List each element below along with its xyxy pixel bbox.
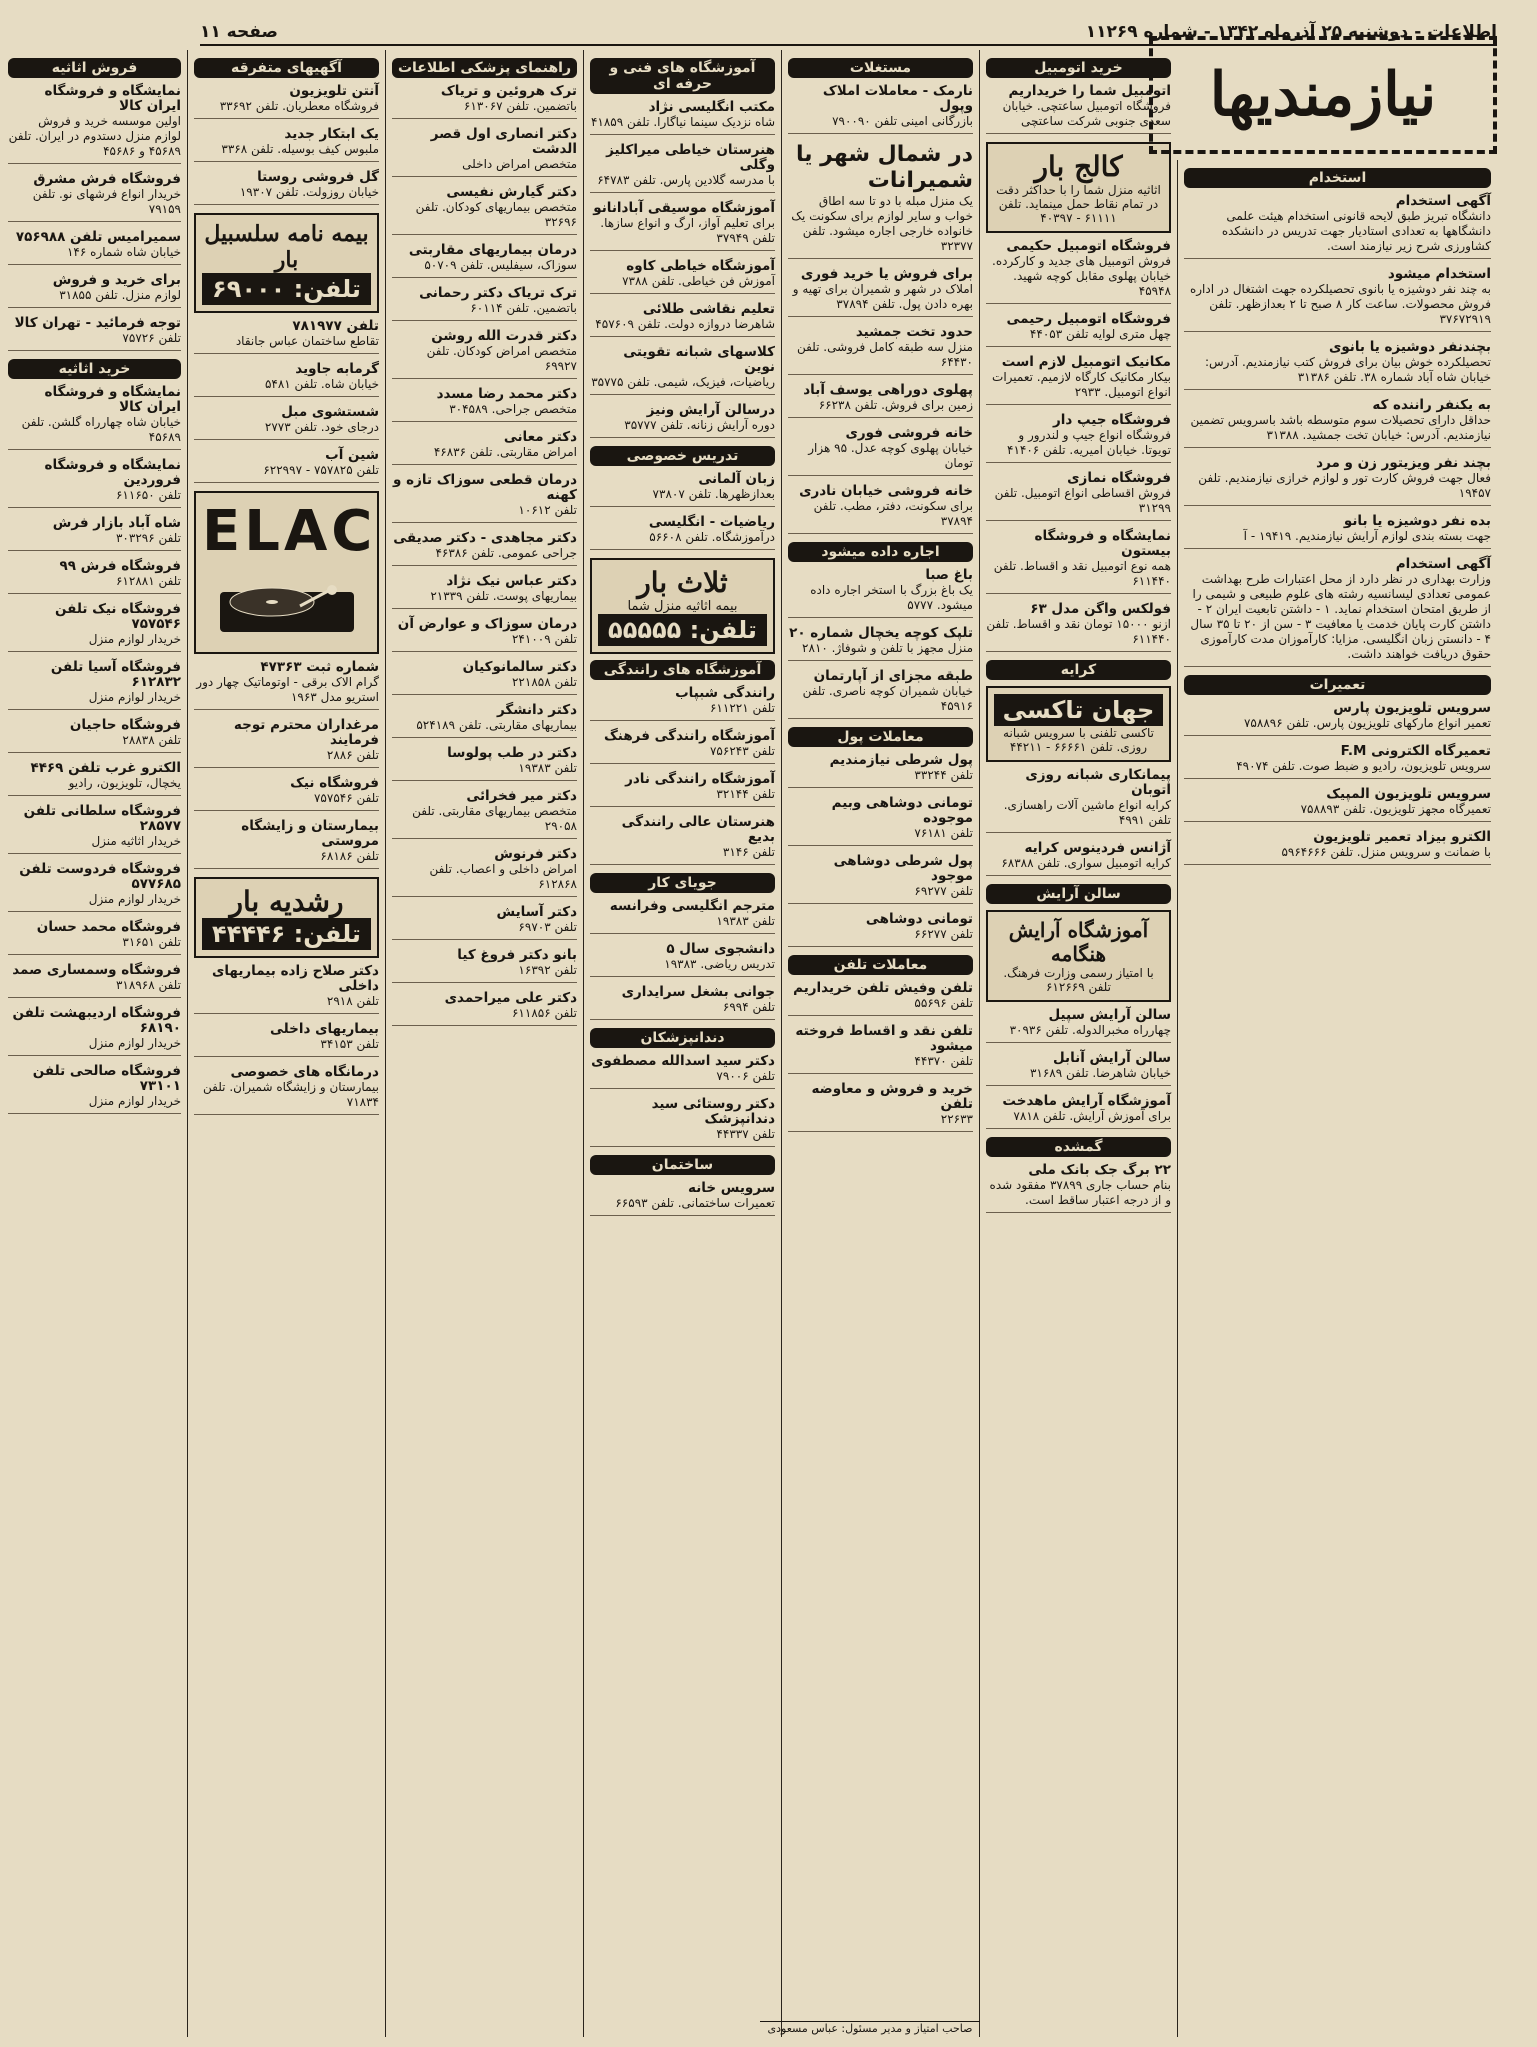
issue-info: اطلاعات - دوشنبه ۲۵ آذرماه ۱۳۴۲ - شماره ۱۱۲۶۹ [1085, 22, 1497, 42]
ad-item: دکتر آسایش تلفن ۶۹۷۰۳ [392, 905, 577, 940]
ad-item: رانندگی شبپاب تلفن ۶۱۱۲۲۱ [590, 686, 775, 721]
section-band: معاملات پول [788, 727, 973, 747]
ad-item: نمایشگاه و فروشگاه ایران کالا خیابان شاه چهارراه گلشن. تلفن ۴۵۶۸۹ [8, 385, 181, 450]
ad-item: سرویس خانه تعمیرات ساختمانی. تلفن ۶۶۵۹۳ [590, 1181, 775, 1216]
ad-item: مکتب انگلیسی نژاد شاه نزدیک سینما نیاگارا. تلفن ۴۱۸۵۹ [590, 100, 775, 135]
section-band: سالن آرایش [986, 884, 1171, 904]
column-4 [583, 50, 781, 2037]
ad-item: پهلوی دوراهی یوسف آباد زمین برای فروش. تلفن ۶۶۲۳۸ [788, 383, 973, 418]
section-band: ساختمان [590, 1155, 775, 1175]
ad-item: پیمانکاری شبانه روزی اتوبان کرایه انواع ماشین آلات راهسازی. تلفن ۴۹۹۱ [986, 768, 1171, 833]
section-band: معاملات تلفن [788, 955, 973, 975]
ad-item: بیماریهای داخلی تلفن ۳۴۱۵۳ [194, 1022, 379, 1057]
ad-item: فروشگاه سلطانی تلفن ۲۸۵۷۷ خریدار اثاثیه منزل [8, 804, 181, 854]
ad-item: دکتر سالمانوکیان تلفن ۲۲۱۸۵۸ [392, 660, 577, 695]
ad-item: آژانس فردینوس کرایه کرایه اتومبیل سواری. تلفن ۶۸۳۸۸ [986, 841, 1171, 876]
ad-item: اتومبیل شما را خریداریم فروشگاه اتومبیل ساعتچی. خیابان سعدی جنوبی شرکت ساعتچی [986, 84, 1171, 134]
ad-item: آگهی استخدام وزارت بهداری در نظر دارد از محل اعتبارات طرح بهداشت عمومی تعدادی لیسانسیه رشته های علوم طبیعی و شیمی را از طریق امتحان استخدام نماید. ۱ - داشتن تابعیت ایران ۲ - داشتن کارت پایان خدمت یا معافیت ۳ - سن از ۲۰ تا ۳۵ سال ۴ - دانستن زبان انگلیسی. مزایا: کارآموزان مدت کارآموزی حقوق دریافت خواهند داشت. [1184, 557, 1491, 667]
columns-grid [8, 50, 1497, 2037]
column-5 [385, 50, 583, 2037]
ad-item: دکتر روستائی سید دندانپزشک تلفن ۴۴۳۳۷ [590, 1097, 775, 1147]
ad-item: آموزشگاه رانندگی نادر تلفن ۳۲۱۴۴ [590, 772, 775, 807]
ad-item: خانه فروشی خیابان نادری برای سکونت، دفتر، مطب. تلفن ۳۷۸۹۴ [788, 484, 973, 534]
ad-item: گرمابه جاوید خیابان شاه. تلفن ۵۴۸۱ [194, 362, 379, 397]
ad-item: فروشگاه جیپ دار فروشگاه انواع جیپ و لندرور و تویوتا. خیابان امیریه. تلفن ۴۱۴۰۶ [986, 413, 1171, 463]
ad-item: دانشجوی سال ۵ تدریس ریاضی. ۱۹۳۸۳ [590, 942, 775, 977]
ad-item: پول شرطی دوشاهی موجود تلفن ۶۹۲۷۷ [788, 854, 973, 904]
ad-item: دکتر دانشگر بیماریهای مقاربتی. تلفن ۵۲۴۱۸۹ [392, 703, 577, 738]
ad-item: آموزشگاه آرایش ماهدخت برای آموزش آرایش. تلفن ۷۸۱۸ [986, 1094, 1171, 1129]
ad-item: به یکنفر راننده که حداقل دارای تحصیلات سوم متوسطه باشد باسرویس تضمین نیازمندیم. آدرس: خیابان تخت جمشید. ۳۱۳۸۸ [1184, 398, 1491, 448]
section-band: جویای کار [590, 873, 775, 893]
ad-item: دکتر در طب پولوسا تلفن ۱۹۳۸۳ [392, 746, 577, 781]
section-band: راهنمای پزشکی اطلاعات [392, 58, 577, 78]
ad-item: آنتن تلویزیون فروشگاه معطریان. تلفن ۳۳۶۹۲ [194, 84, 379, 119]
ad-item: جوانی بشغل سرایداری تلفن ۶۹۹۴ [590, 985, 775, 1020]
ad-item: فولکس واگن مدل ۶۳ ازنو ۱۵۰۰۰ تومان نقد و اقساط. تلفن ۶۱۱۴۴۰ [986, 602, 1171, 652]
box-ad-salas-bar: ثلاث بار بیمه اثاثیه منزل شما تلفن: ۵۵۵۵۵ [590, 558, 775, 654]
section-band: خرید اتومبیل [986, 58, 1171, 78]
ad-item: درمان سوزاک و عوارض آن تلفن ۲۴۱۰۰۹ [392, 617, 577, 652]
column-7 [2, 50, 187, 2037]
column-1 [1177, 160, 1497, 2037]
ad-item: فروشگاه آسیا تلفن ۶۱۲۸۳۲ خریدار لوازم منزل [8, 660, 181, 710]
ad-item: یک ابتکار جدید ملبوس کیف بوسیله. تلفن ۳۳۶۸ [194, 127, 379, 162]
ad-item: درمان قطعی سوزاک تازه و کهنه تلفن ۱۰۶۱۲ [392, 473, 577, 523]
colophon: صاحب امتیاز و مدیر مسئول: عباس مسعودی [760, 2021, 980, 2035]
ad-item: فروشگاه فردوست تلفن ۵۷۷۶۸۵ خریدار لوازم منزل [8, 862, 181, 912]
ad-item: الکترو بیزاد تعمیر تلویزیون با ضمانت و سرویس منزل. تلفن ۵۹۶۴۶۶۶ [1184, 830, 1491, 865]
ad-item: تلفن نقد و اقساط فروخته میشود تلفن ۴۴۳۷۰ [788, 1024, 973, 1074]
section-band: آموزشگاه های رانندگی [590, 660, 775, 680]
ad-item: دکتر عباس نیک نژاد بیماریهای پوست. تلفن ۲۱۳۳۹ [392, 574, 577, 609]
ad-item: دکتر صلاح زاده بیماریهای داخلی تلفن ۲۹۱۸ [194, 964, 379, 1014]
ad-item: دکتر گیارش نفیسی متخصص بیماریهای کودکان. تلفن ۳۲۶۹۶ [392, 185, 577, 235]
page-number: صفحه ۱۱ [200, 22, 278, 42]
ad-item: نمایشگاه و فروشگاه فروردین تلفن ۶۱۱۶۵۰ [8, 458, 181, 508]
ad-item: زبان آلمانی بعدازظهرها. تلفن ۷۳۸۰۷ [590, 472, 775, 507]
box-ad-salon: آموزشگاه آرایش هنگامه با امتیاز رسمی وزارت فرهنگ. تلفن ۶۱۲۶۶۹ [986, 910, 1171, 1002]
ad-item: برای فروش یا خرید فوری املاک در شهر و شمیران برای تهیه و بهره دادن پول. تلفن ۳۷۸۹۴ [788, 267, 973, 317]
ad-item: مکانیک اتومبیل لازم است بیکار مکانیک کارگاه لازمیم. تعمیرات انواع اتومبیل. ۲۹۳۳ [986, 355, 1171, 405]
ad-item: ریاضیات - انگلیسی درآموزشگاه. تلفن ۵۶۶۰۸ [590, 515, 775, 550]
ad-item: هنرستان عالی رانندگی بدیع تلفن ۳۱۴۶ [590, 815, 775, 865]
section-band: مستغلات [788, 58, 973, 78]
ad-item: دکتر مجاهدی - دکتر صدیقی جراحی عمومی. تلفن ۴۶۳۸۶ [392, 531, 577, 566]
ad-item: فروشگاه وسمساری صمد تلفن ۳۱۸۹۶۸ [8, 963, 181, 998]
section-band: دندانپزشکان [590, 1028, 775, 1048]
elac-logo: ELAC [202, 499, 377, 564]
section-band: اجاره داده میشود [788, 542, 973, 562]
ad-item: تلفن ۷۸۱۹۷۷ تقاطع ساختمان عباس جانقاد [194, 319, 379, 354]
ad-item: نمایشگاه و فروشگاه ایران کالا اولین موسسه خرید و فروش لوازم منزل دستدوم در ایران. تلفن ۴۵۶۸۹ و ۴۵۶۸۶ [8, 84, 181, 164]
turntable-icon [212, 570, 362, 640]
ad-item: فروشگاه حاجیان تلفن ۲۸۸۳۸ [8, 718, 181, 753]
ad-item: دکتر سید اسدالله مصطفوی تلفن ۷۹۰۰۶ [590, 1054, 775, 1089]
ad-item: شین آب تلفن ۷۵۷۸۲۵ - ۶۲۲۹۹۷ [194, 448, 379, 483]
ad-item: آگهی استخدام دانشگاه تبریز طبق لایحه قانونی استخدام هیئت علمی دانشگاهها به تعدادی استادیار جهت تدریس در دانشکده کشاورزی شرح زیر نیازمند است. [1184, 194, 1491, 259]
ad-item: آموزشگاه رانندگی فرهنگ تلفن ۷۵۶۲۴۳ [590, 729, 775, 764]
ad-item: فروشگاه اردیبهشت تلفن ۶۸۱۹۰ خریدار لوازم منزل [8, 1006, 181, 1056]
ad-item: سرویس تلویزیون پارس تعمیر انواع مارکهای تلویزیون پارس. تلفن ۷۵۸۸۹۶ [1184, 701, 1491, 736]
ad-item: طبقه مجزای از آپارتمان خیابان شمیران کوچه ناصری. تلفن ۴۵۹۱۶ [788, 669, 973, 719]
ad-item: فروشگاه صالحی تلفن ۷۳۱۰۱ خریدار لوازم منزل [8, 1064, 181, 1114]
ad-item: کلاسهای شبانه تقویتی نوین ریاضیات، فیزیک، شیمی. تلفن ۳۵۷۷۵ [590, 345, 775, 395]
ad-item: فروشگاه نیک تلفن ۷۵۷۵۴۶ [194, 776, 379, 811]
elac-ad [194, 491, 379, 654]
ad-item: دکتر معانی امراض مقاربتی. تلفن ۴۶۸۳۶ [392, 430, 577, 465]
ad-item: سالن آرایش آنابل خیابان شاهرضا. تلفن ۳۱۶۸۹ [986, 1051, 1171, 1086]
ad-item: بچندنفر دوشیزه یا بانوی تحصیلکرده خوش بیان برای فروش کتب نیازمندیم. آدرس: خیابان شاه آباد شماره ۳۸. تلفن ۳۱۳۸۶ [1184, 340, 1491, 390]
ad-item: بیمارستان و زایشگاه مروستی تلفن ۶۸۱۸۶ [194, 819, 379, 869]
ad-item: الکترو غرب تلفن ۴۴۶۹ یخچال، تلویزیون، رادیو [8, 761, 181, 796]
box-ad-taxi: جهان تاکسی تاکسی تلفنی با سرویس شبانه روزی. تلفن ۶۶۶۶۱ - ۴۴۲۱۱ [986, 686, 1171, 762]
section-band: کرایه [986, 660, 1171, 680]
section-band: خرید اثاثیه [8, 359, 181, 379]
ad-item: ۲۲ برگ جک بانک ملی بنام حساب جاری ۳۷۸۹۹ مفقود شده و از درجه اعتبار ساقط است. [986, 1163, 1171, 1213]
section-band: فروش اثاثیه [8, 58, 181, 78]
column-3 [781, 50, 979, 2037]
section-band: تعمیرات [1184, 675, 1491, 695]
ad-item: دکتر انصاری اول قصر الدشت متخصص امراض داخلی [392, 127, 577, 177]
ad-item: دکتر علی میراحمدی تلفن ۶۱۱۸۵۶ [392, 991, 577, 1026]
ad-item: تعلیم نقاشی طلائی شاهرضا دروازه دولت. تلفن ۴۵۷۶۰۹ [590, 302, 775, 337]
ad-item: تعمیرگاه الکترونی F.M سرویس تلویزیون، رادیو و ضبط صوت. تلفن ۴۹۰۷۴ [1184, 744, 1491, 779]
ad-item: پول شرطی نیازمندیم تلفن ۳۳۲۴۴ [788, 753, 973, 788]
ad-item: فروشگاه فرش ۹۹ تلفن ۶۱۲۸۸۱ [8, 559, 181, 594]
ad-item: آموزشگاه خیاطی کاوه آموزش فن خیاطی. تلفن ۷۳۸۸ [590, 259, 775, 294]
ad-item: در شمال شهر یا شمیرانات یک منزل مبله با دو تا سه اطاق خواب و سایر لوازم برای سکونت یک خانواده خارجی اجاره میشود. تلفن ۳۲۳۷۷ [788, 142, 973, 259]
ad-item: سمیرامیس تلفن ۷۵۶۹۸۸ خیابان شاه شماره ۱۴۶ [8, 230, 181, 265]
ad-item: درسالن آرایش ونیز دوره آرایش زنانه. تلفن ۳۵۷۷۷ [590, 403, 775, 438]
ad-item: نارمک - معاملات املاک وپول بازرگانی امینی تلفن ۷۹۰۰۹۰ [788, 84, 973, 134]
ad-item: برای خرید و فروش لوازم منزل. تلفن ۳۱۸۵۵ [8, 273, 181, 308]
section-band: گمشده [986, 1137, 1171, 1157]
ad-item: مرغداران محترم توجه فرمایند تلفن ۲۸۸۶ [194, 718, 379, 768]
ad-item: فروشگاه نمازی فروش اقساطی انواع اتومبیل. تلفن ۳۱۲۹۹ [986, 471, 1171, 521]
ad-item: فروشگاه اتومبیل حکیمی فروش اتومبیل های جدید و کارکرده. خیابان پهلوی مقابل کوچه شهید. ۴۵۹۴۸ [986, 239, 1171, 304]
ad-item: بچند نفر ویزیتور زن و مرد فعال جهت فروش کارت تور و لوازم خرازی نیازمندیم. تلفن ۱۹۴۵۷ [1184, 456, 1491, 506]
ad-item: آموزشگاه موسیقی آبادانانو برای تعلیم آواز، ارگ و انواع سازها. تلفن ۳۷۹۴۹ [590, 201, 775, 251]
ad-item: خرید و فروش و معاوضه تلفن ۲۲۶۳۳ [788, 1082, 973, 1132]
column-2 [979, 50, 1177, 2037]
ad-item: حدود تخت جمشید منزل سه طبقه کامل فروشی. تلفن ۶۴۴۳۰ [788, 325, 973, 375]
ad-item: ترک هروئین و تریاک باتضمین. تلفن ۶۱۳۰۶۷ [392, 84, 577, 119]
box-ad-college-bar: کالج بار اثاثیه منزل شما را با حداکثر دقت در تمام نقاط حمل مینماید. تلفن ۶۱۱۱۱ - ۴۰۳۹۷ [986, 142, 1171, 233]
ad-item: سالن آرایش سپیل چهارراه مخبرالدوله. تلفن ۳۰۹۳۶ [986, 1008, 1171, 1043]
box-ad-salsabil-bar: بیمه نامه سلسبیل بار تلفن: ۶۹۰۰۰ [194, 213, 379, 313]
ad-item: درمانگاه های خصوصی بیمارستان و زایشگاه شمیران. تلفن ۷۱۸۳۴ [194, 1065, 379, 1115]
section-masthead: نیازمندیها [1149, 36, 1497, 154]
ad-item: سرویس تلویزیون المپیک تعمیرگاه مجهز تلویزیون. تلفن ۷۵۸۸۹۳ [1184, 787, 1491, 822]
ad-item: تلفن وفیش تلفن خریداریم تلفن ۵۵۶۹۶ [788, 981, 973, 1016]
ad-item: فروشگاه محمد حسان تلفن ۳۱۶۵۱ [8, 920, 181, 955]
ad-item: تلپک کوچه یخچال شماره ۲۰ منزل مجهز با تلفن و شوفاژ. ۲۸۱۰ [788, 626, 973, 661]
section-band: تدریس خصوصی [590, 446, 775, 466]
ad-item: دکتر میر فخرائی متخصص بیماریهای مقاربتی. تلفن ۲۹۰۵۸ [392, 789, 577, 839]
ad-item: توجه فرمائید - تهران کالا تلفن ۷۵۷۲۶ [8, 316, 181, 351]
column-6 [187, 50, 385, 2037]
ad-item: نمایشگاه و فروشگاه بیستون همه نوع اتومبیل نقد و اقساط. تلفن ۶۱۱۴۴۰ [986, 529, 1171, 594]
box-ad-roshdieh-bar: رشدیه بار تلفن: ۴۴۴۴۶ [194, 877, 379, 958]
ad-item: دکتر قدرت الله روشن متخصص امراض کودکان. تلفن ۶۹۹۲۷ [392, 329, 577, 379]
ad-item: تومانی دوشاهی تلفن ۶۶۲۷۷ [788, 912, 973, 947]
ad-item: گل فروشی روستا خیابان روزولت. تلفن ۱۹۳۰۷ [194, 170, 379, 205]
ad-item: شماره ثبت ۴۷۳۶۳ گرام الاک برقی - اوتوماتیک چهار دور استریو مدل ۱۹۶۳ [194, 660, 379, 710]
ad-item: استخدام میشود به چند نفر دوشیزه یا بانوی تحصیلکرده جهت اشتغال در اداره فروش محصولات. ساعت کار ۸ صبح تا ۲ بعدازظهر. تلفن ۳۷۶۷۲۹۱۹ [1184, 267, 1491, 332]
section-band: آموزشگاه های فنی و حرفه ای [590, 58, 775, 94]
ad-item: خانه فروشی فوری خیابان پهلوی کوچه عدل. ۹۵ هزار تومان [788, 426, 973, 476]
ad-item: بده نفر دوشیزه یا بانو جهت بسته بندی لوازم آرایش نیازمندیم. ۱۹۴۱۹ - آ [1184, 514, 1491, 549]
ad-item: فروشگاه فرش مشرق خریدار انواع فرشهای نو. تلفن ۷۹۱۵۹ [8, 172, 181, 222]
ad-item: هنرستان خیاطی میراکلیز وگلی با مدرسه گلادین پارس. تلفن ۶۴۷۸۳ [590, 143, 775, 193]
ad-item: بانو دکتر فروغ کیا تلفن ۱۶۳۹۲ [392, 948, 577, 983]
ad-item: ترک تریاک دکتر رحمانی باتضمین. تلفن ۶۰۱۱۴ [392, 286, 577, 321]
ad-item: تومانی دوشاهی وبیم موجوده تلفن ۷۶۱۸۱ [788, 796, 973, 846]
ad-item: دکتر محمد رضا مسدد متخصص جراحی. ۳۰۴۵۸۹ [392, 387, 577, 422]
ad-item: مترجم انگلیسی وفرانسه تلفن ۱۹۳۸۳ [590, 899, 775, 934]
ad-item: دکتر فرنوش امراض داخلی و اعصاب. تلفن ۶۱۲۸۶۸ [392, 847, 577, 897]
ad-item: فروشگاه نیک تلفن ۷۵۷۵۴۶ خریدار لوازم منزل [8, 602, 181, 652]
ad-item: باغ صبا یک باغ بزرگ با استخر اجاره داده میشود. ۵۷۷۷ [788, 568, 973, 618]
ad-item: فروشگاه اتومبیل رحیمی چهل متری لوایه تلفن ۴۴۰۵۳ [986, 312, 1171, 347]
ad-item: درمان بیماریهای مقاربتی سوزاک، سیفلیس. تلفن ۵۰۷۰۹ [392, 243, 577, 278]
section-band: استخدام [1184, 168, 1491, 188]
ad-item: شستشوی مبل درجای خود. تلفن ۲۷۷۳ [194, 405, 379, 440]
section-band: آگهیهای متفرقه [194, 58, 379, 78]
ad-item: شاه آباد بازار فرش تلفن ۳۰۳۲۹۶ [8, 516, 181, 551]
